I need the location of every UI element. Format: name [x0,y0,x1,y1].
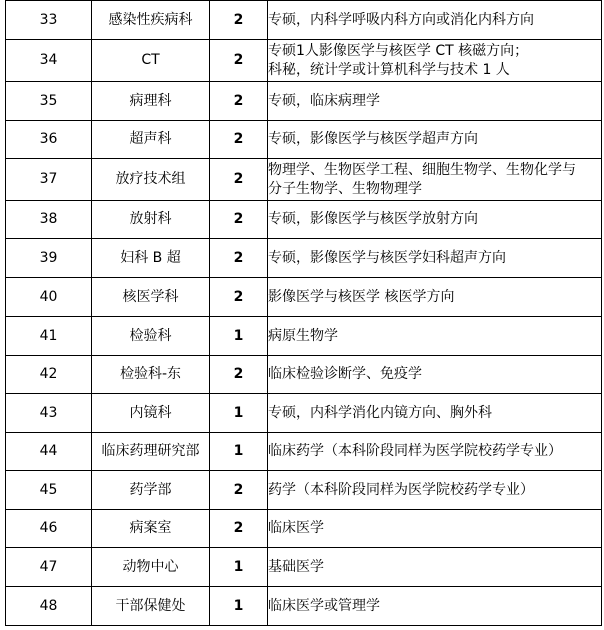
table-row [6,394,602,433]
hire-count: 2 [210,159,268,201]
table-row [6,548,602,587]
table-row [6,201,602,239]
department-name: 病理科 [92,82,210,121]
table-row [6,510,602,548]
table-row [6,278,602,317]
row-number: 45 [6,471,92,510]
hire-count: 2 [210,201,268,239]
row-number: 39 [6,239,92,278]
table-row [6,159,602,201]
row-number: 37 [6,159,92,201]
requirement-cell [268,433,602,471]
hire-count: 1 [210,394,268,433]
requirement-cell [268,40,602,82]
table-row [6,317,602,356]
table-row [6,433,602,471]
hire-count: 1 [210,317,268,356]
department-name: 妇科 B 超 [92,239,210,278]
hire-count: 2 [210,239,268,278]
table-row [6,239,602,278]
department-name: CT [92,40,210,82]
requirement-line: 临床药学（本科阶段同样为医学院校药学专业） [268,443,562,459]
row-number: 46 [6,510,92,548]
hire-count: 2 [210,278,268,317]
row-number: 33 [6,1,92,40]
table-row [6,587,602,626]
requirement-line: 专硕1人影像医学与核医学 CT 核磁方向； [268,42,529,59]
requirement-line: 病原生物学 [268,327,338,344]
requirement-line: 专硕，影像医学与核医学放射方向 [268,211,478,227]
requirement-cell [268,510,602,548]
requirement-cell [268,82,602,121]
requirement-cell [268,394,602,433]
requirement-cell [268,201,602,239]
row-number: 35 [6,82,92,121]
row-number: 43 [6,394,92,433]
hire-count: 2 [210,471,268,510]
row-number: 38 [6,201,92,239]
requirement-cell [268,356,602,394]
hire-count: 2 [210,40,268,82]
requirement-line: 临床检验诊断学、免疫学 [268,366,422,382]
row-number: 42 [6,356,92,394]
row-number: 47 [6,548,92,587]
department-name: 检验科-东 [92,356,210,394]
department-name: 超声科 [92,121,210,159]
requirement-cell [268,548,602,587]
requirement-line: 分子生物学、生物物理学 [268,180,422,197]
department-name: 药学部 [92,471,210,510]
row-number: 36 [6,121,92,159]
requirement-cell [268,471,602,510]
table-row [6,1,602,40]
hire-count: 1 [210,548,268,587]
hire-count: 2 [210,1,268,40]
requirement-cell [268,278,602,317]
hire-count: 1 [210,433,268,471]
table-row [6,82,602,121]
requirement-cell [268,1,602,40]
requirement-line: 药学（本科阶段同样为医学院校药学专业） [268,481,534,498]
positions-table [5,0,602,626]
requirement-cell [268,317,602,356]
requirement-cell [268,159,602,201]
requirement-line: 专硕，内科学消化内镜方向、胸外科 [268,404,492,421]
department-name: 病案室 [92,510,210,548]
department-name: 内镜科 [92,394,210,433]
row-number: 34 [6,40,92,82]
hire-count: 1 [210,587,268,626]
table-row [6,356,602,394]
department-name: 放疗技术组 [92,159,210,201]
requirement-line: 专硕，内科学呼吸内科方向或消化内科方向 [268,11,534,28]
requirement-line: 影像医学与核医学 核医学方向 [268,288,455,305]
department-name: 临床药理研究部 [92,433,210,471]
hire-count: 2 [210,121,268,159]
department-name: 核医学科 [92,278,210,317]
positions-table-body [6,1,602,626]
department-name: 动物中心 [92,548,210,587]
row-number: 41 [6,317,92,356]
requirement-cell [268,121,602,159]
department-name: 检验科 [92,317,210,356]
requirement-line: 临床医学或管理学 [268,597,380,614]
requirement-cell [268,239,602,278]
requirement-line: 专硕，临床病理学 [268,92,380,109]
department-name: 干部保健处 [92,587,210,626]
table-row [6,471,602,510]
department-name: 感染性疾病科 [92,1,210,40]
department-name: 放射科 [92,201,210,239]
table-row [6,40,602,82]
row-number: 44 [6,433,92,471]
requirement-cell [268,587,602,626]
hire-count: 2 [210,510,268,548]
requirement-line: 基础医学 [268,558,324,575]
requirement-line: 物理学、生物医学工程、细胞生物学、生物化学与 [268,161,576,178]
requirement-line: 专硕，影像医学与核医学妇科超声方向 [268,249,506,266]
hire-count: 2 [210,82,268,121]
requirement-line: 临床医学 [268,520,324,536]
hire-count: 2 [210,356,268,394]
requirement-line: 专硕，影像医学与核医学超声方向 [268,131,478,147]
row-number: 48 [6,587,92,626]
table-row [6,121,602,159]
row-number: 40 [6,278,92,317]
requirement-line: 科秘，统计学或计算机科学与技术 1 人 [268,61,510,78]
